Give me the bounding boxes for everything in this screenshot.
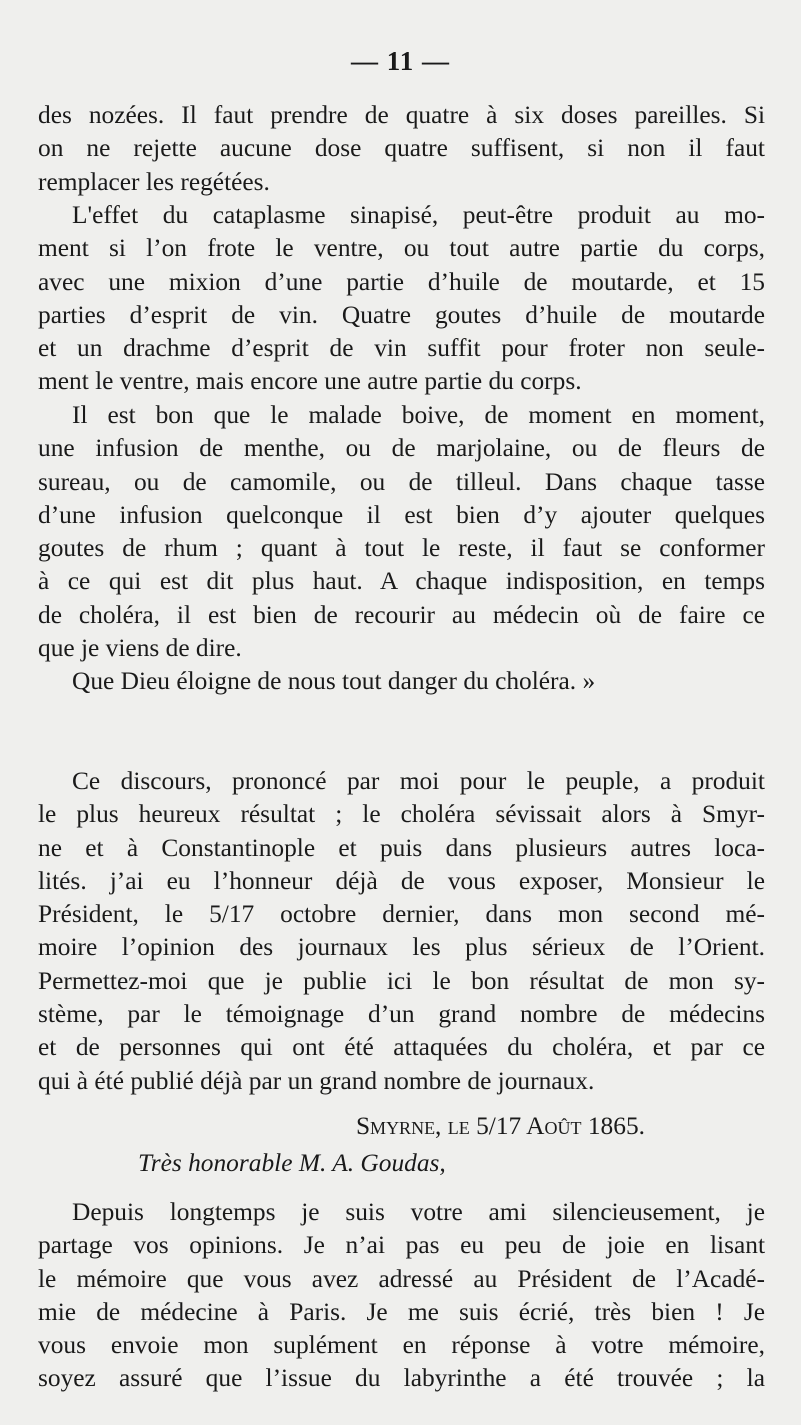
text-line: Smyrne, le 5/17 Août 1865. <box>355 1112 645 1140</box>
text-line: Il est bon que le malade boive, de moment en moment, <box>72 401 765 429</box>
text-line: de choléra, il est bien de recourir au médecin où de faire ce <box>38 600 765 629</box>
text-line: L'effet du cataplasme sinapisé, peut-être produit au mo- <box>72 201 765 229</box>
paragraph-cataplasm <box>38 199 765 399</box>
text-line: des nozées. Il faut prendre de quatre à six doses pareilles. Si <box>38 101 765 129</box>
text-line: Président, le 5/17 octobre dernier, dans mon second mé- <box>38 900 765 929</box>
text-line: partage vos opinions. Je n’ai pas eu peu de joie en lisant <box>38 1231 765 1260</box>
text-line: Ce discours, prononcé par moi pour le peuple, a produit <box>72 767 765 795</box>
text-line: on ne rejette aucune dose quatre suffisent, si non il faut <box>38 134 765 163</box>
text-line: Depuis longtemps je suis votre ami silencieusement, je <box>72 1198 765 1226</box>
text-line: vous envoie mon suplément en réponse à votre mémoire, <box>38 1331 765 1360</box>
text-line: une infusion de menthe, ou de marjolaine, ou de fleurs de <box>38 434 765 463</box>
text-line: sureau, ou de camomile, ou de tilleul. Dans chaque tasse <box>38 467 765 496</box>
text-line: ment le ventre, mais encore une autre partie du corps. <box>38 367 582 396</box>
paragraph-infusion <box>38 399 765 665</box>
text-line: à ce qui est dit plus haut. A chaque indisposition, en temps <box>38 567 765 596</box>
text-line: qui à été publié déjà par un grand nombre de journaux. <box>38 1066 595 1095</box>
paragraph-prescription <box>38 99 765 199</box>
text-line: avec une mixion d’une partie d’huile de moutarde, et 15 <box>38 267 765 296</box>
text-line: goutes de rhum ; quant à tout le reste, il faut se conformer <box>38 534 765 563</box>
text-line: ment si l’on frote le ventre, ou tout autre partie du corps, <box>38 234 765 263</box>
text-line: mie de médecine à Paris. Je me suis écrié, très bien ! Je <box>38 1297 765 1326</box>
paragraph-discourse <box>38 765 765 1098</box>
text-line: stème, par le témoignage d’un grand nombre de médecins <box>38 1000 765 1029</box>
text-line: moire l’opinion des journaux les plus sérieux de l’Orient. <box>38 933 765 962</box>
text-line: ne et à Constantinople et puis dans plusieurs autres loca- <box>38 833 765 862</box>
paragraph-letter-body <box>38 1196 765 1396</box>
text-line: et un drachme d’esprit de vin suffit pour froter non seule- <box>38 334 765 363</box>
text-line: Permettez-moi que je publie ici le bon résultat de mon sy- <box>38 966 765 995</box>
text-line: que je viens de dire. <box>38 634 242 663</box>
paragraph-closing-prayer <box>38 665 765 698</box>
text-line: parties d’esprit de vin. Quatre goutes d’huile de moutarde <box>38 300 765 329</box>
letter-dateline <box>38 1110 765 1143</box>
page-number: — 11 — <box>350 46 450 76</box>
text-line: le plus heureux résultat ; le choléra sévissait alors à Smyr- <box>38 800 765 829</box>
text-line: Que Dieu éloigne de nous tout danger du choléra. » <box>72 667 596 695</box>
text-line: lités. j’ai eu l’honneur déjà de vous exposer, Monsieur le <box>38 866 765 895</box>
text-line: Très honorable M. A. Goudas, <box>138 1149 446 1177</box>
text-line: d’une infusion quelconque il est bien d’y ajouter quelques <box>38 500 765 529</box>
text-line: remplacer les regétées. <box>38 167 270 196</box>
text-line: soyez assuré que l’issue du labyrinthe a été trouvée ; la <box>38 1364 765 1393</box>
letter-salutation <box>38 1147 765 1180</box>
text-line: et de personnes qui ont été attaquées du choléra, et par ce <box>38 1033 765 1062</box>
text-line: le mémoire que vous avez adressé au Président de l’Acadé- <box>38 1264 765 1293</box>
